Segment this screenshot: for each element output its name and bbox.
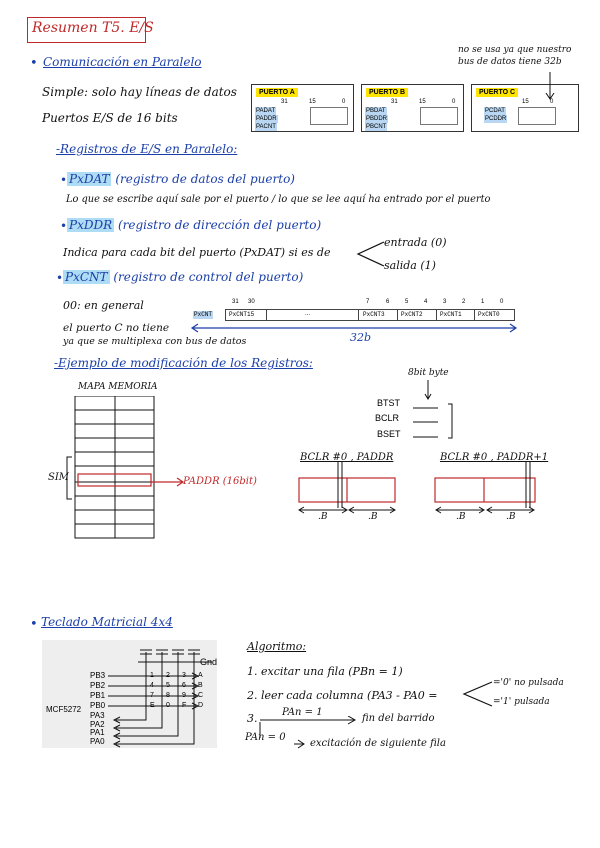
pxcnt-label (63, 270, 303, 284)
cnt-bit-7: 7 (366, 299, 370, 305)
divider (474, 309, 475, 320)
port-a-diagram (251, 84, 354, 132)
pan-0: PAn = 0 (245, 732, 286, 743)
mapa-memoria-label: MAPA MEMORIA (78, 382, 158, 392)
divider (358, 309, 359, 320)
paddr-label: PADDR (16bit) (183, 476, 257, 487)
pxdat-name: PxDAT (69, 172, 110, 186)
cnt-field-15: PxCNT15 (229, 311, 255, 318)
port-c-diagram (471, 84, 579, 132)
line-simple: Simple: solo hay líneas de datos (42, 85, 237, 99)
key-e: E (150, 702, 155, 709)
mcf-label: MCF5272 (46, 705, 82, 714)
cnt-reg-label: PxCNT (194, 311, 213, 318)
paddr-arrow (150, 476, 186, 488)
bullet-teclado: • (30, 617, 38, 632)
bullet-pxcnt: • (56, 271, 64, 285)
gnd-label: Gnd (200, 657, 218, 667)
bit-byte-label: 8bit byte (408, 368, 449, 378)
opt-no-pulsada: ='0' no pulsada (493, 678, 564, 688)
cnt-bit-30: 30 (248, 299, 255, 305)
pin-pa3: PA3 (90, 711, 105, 720)
reg-pcdat: PCDAT (485, 108, 505, 114)
reg-bits (518, 107, 556, 125)
pxcnt-desc: (registro de control del puerto) (113, 270, 304, 284)
reg-paddr: PADDR (256, 116, 277, 122)
pxddr-label (67, 218, 321, 232)
pin-pa1: PA1 (90, 728, 105, 737)
regs-brace (408, 400, 458, 442)
reg-bset: BSET (377, 429, 401, 439)
cnt-bit-4: 4 (424, 299, 428, 305)
key-4: 4 (150, 682, 154, 689)
cnt-bit-3: 3 (443, 299, 447, 305)
key-2: 2 (166, 672, 170, 679)
divider (266, 309, 267, 320)
port-b-title: PUERTO B (366, 88, 408, 97)
cnt-field-3: PxCNT3 (363, 311, 385, 318)
page-title: Resumen T5. E/S (32, 20, 154, 36)
port-a-title: PUERTO A (256, 88, 298, 97)
fin-barrido: fin del barrido (362, 713, 435, 724)
bit-label: 15 (522, 99, 529, 105)
reg-pbcnt: PBCNT (366, 124, 387, 130)
cnt-bit-5: 5 (405, 299, 409, 305)
reg-bits (310, 107, 348, 125)
key-b: B (198, 682, 203, 689)
reg-pbddr: PBDDR (366, 116, 388, 122)
pan-1: PAn = 1 (282, 707, 323, 718)
cnt-bit-6: 6 (386, 299, 390, 305)
registros-heading: -Registros de E/S en Paralelo: (56, 142, 238, 156)
key-3: 3 (182, 672, 186, 679)
b-size-2: .B (368, 512, 378, 522)
key-f: F (182, 702, 187, 709)
pxdat-label (67, 172, 295, 186)
cnt-bit-2: 2 (462, 299, 466, 305)
port-c-title: PUERTO C (476, 88, 518, 97)
cnt-bit-0: 0 (500, 299, 504, 305)
teclado-heading: Teclado Matricial 4x4 (41, 615, 173, 629)
pin-pa0: PA0 (90, 737, 105, 746)
key-9: 9 (182, 692, 186, 699)
reg-bits (420, 107, 458, 125)
algo-step3: 3. (247, 712, 258, 725)
b-size-4: .B (506, 512, 516, 522)
pxddr-text: Indica para cada bit del puerto (PxDAT) si es de (63, 246, 331, 259)
pin-pb1: PB1 (90, 691, 106, 700)
pxcnt-name: PxCNT (65, 270, 108, 284)
pxddr-desc: (registro de dirección del puerto) (117, 218, 322, 232)
key-c: C (198, 692, 204, 699)
pin-pb3: PB3 (90, 671, 106, 680)
key-8: 8 (166, 692, 170, 699)
section-heading-paralelo: Comunicación en Paralelo (43, 55, 202, 69)
example2-label: BCLR #0 , PADDR+1 (440, 452, 549, 463)
reg-bclr: BCLR (375, 413, 400, 423)
reg-pbdat: PBDAT (366, 108, 386, 114)
pin-pa2: PA2 (90, 720, 105, 729)
bullet-1: • (30, 56, 38, 71)
algo-title: Algoritmo: (247, 640, 307, 653)
bit-label: 15 (419, 99, 426, 105)
entrada-label: entrada (0) (384, 236, 447, 249)
opt-pulsada: ='1' pulsada (493, 697, 550, 707)
divider (436, 309, 437, 320)
general-text: 00: en general (63, 299, 144, 312)
bit-label: 0 (452, 99, 456, 105)
key-7: 7 (150, 692, 154, 699)
bit-label: 15 (309, 99, 316, 105)
bullet-pxddr: • (60, 219, 68, 233)
brace-arrows (356, 238, 386, 272)
keypad-diagram (42, 640, 222, 750)
pxdat-desc: (registro de datos del puerto) (115, 172, 295, 186)
bit-label: 31 (281, 99, 288, 105)
bit-label: 0 (550, 99, 554, 105)
reg-pcddr: PCDDR (485, 116, 507, 122)
memory-map (70, 396, 160, 540)
b-size-3: .B (456, 512, 466, 522)
cnt-field-0: PxCNT0 (478, 311, 500, 318)
bit-label: 31 (391, 99, 398, 105)
example1-label: BCLR #0 , PADDR (300, 452, 394, 463)
excitacion-siguiente: excitación de siguiente fila (310, 738, 446, 749)
key-5: 5 (166, 682, 170, 689)
key-d: D (198, 702, 204, 709)
port-b-diagram (361, 84, 464, 132)
algo-step2: 2. leer cada columna (PA3 - PA0 = (247, 689, 438, 702)
cnt-field-2: PxCNT2 (401, 311, 423, 318)
puertoc-text: el puerto C no tiene (63, 322, 170, 334)
note-bus: no se usa ya que nuestro bus de datos tiene 32b (458, 45, 572, 67)
multiplexa-text: ya que se multiplexa con bus de datos (63, 336, 247, 347)
line-puertos: Puertos E/S de 16 bits (42, 111, 178, 125)
reg-btst: BTST (377, 398, 401, 408)
divider (397, 309, 398, 320)
key-a: A (198, 672, 203, 679)
example1-diagram (296, 462, 406, 524)
example2-diagram (432, 462, 542, 524)
cnt-field-dots: ... (305, 311, 311, 317)
bit-label: 0 (342, 99, 346, 105)
key-1: 1 (150, 672, 154, 679)
salida-label: salida (1) (384, 259, 436, 272)
algo-step1: 1. excitar una fila (PBn = 1) (247, 665, 403, 678)
pin-pb0: PB0 (90, 701, 106, 710)
cnt-field-1: PxCNT1 (440, 311, 462, 318)
pin-pb2: PB2 (90, 681, 106, 690)
cnt-bit-31: 31 (232, 299, 239, 305)
bullet-pxdat: • (60, 173, 68, 187)
reg-pacnt: PACNT (256, 124, 276, 130)
key-6: 6 (182, 682, 186, 689)
bit-byte-arrow (420, 380, 436, 402)
key-0: 0 (166, 702, 170, 709)
sim-brace (64, 455, 74, 501)
sim-label: SIM (48, 472, 70, 483)
bits-32-label: 32b (350, 331, 372, 344)
cnt-bit-1: 1 (481, 299, 485, 305)
pxddr-name: PxDDR (69, 218, 113, 232)
ejemplo-heading: -Ejemplo de modificación de los Registros: (54, 356, 313, 370)
pxdat-text: Lo que se escribe aquí sale por el puerto / lo que se lee aquí ha entrado por el puerto (66, 194, 491, 205)
note-arrow (540, 72, 560, 102)
b-size-1: .B (318, 512, 328, 522)
algo-choice-arrows (462, 678, 494, 712)
reg-padat: PADAT (256, 108, 276, 114)
